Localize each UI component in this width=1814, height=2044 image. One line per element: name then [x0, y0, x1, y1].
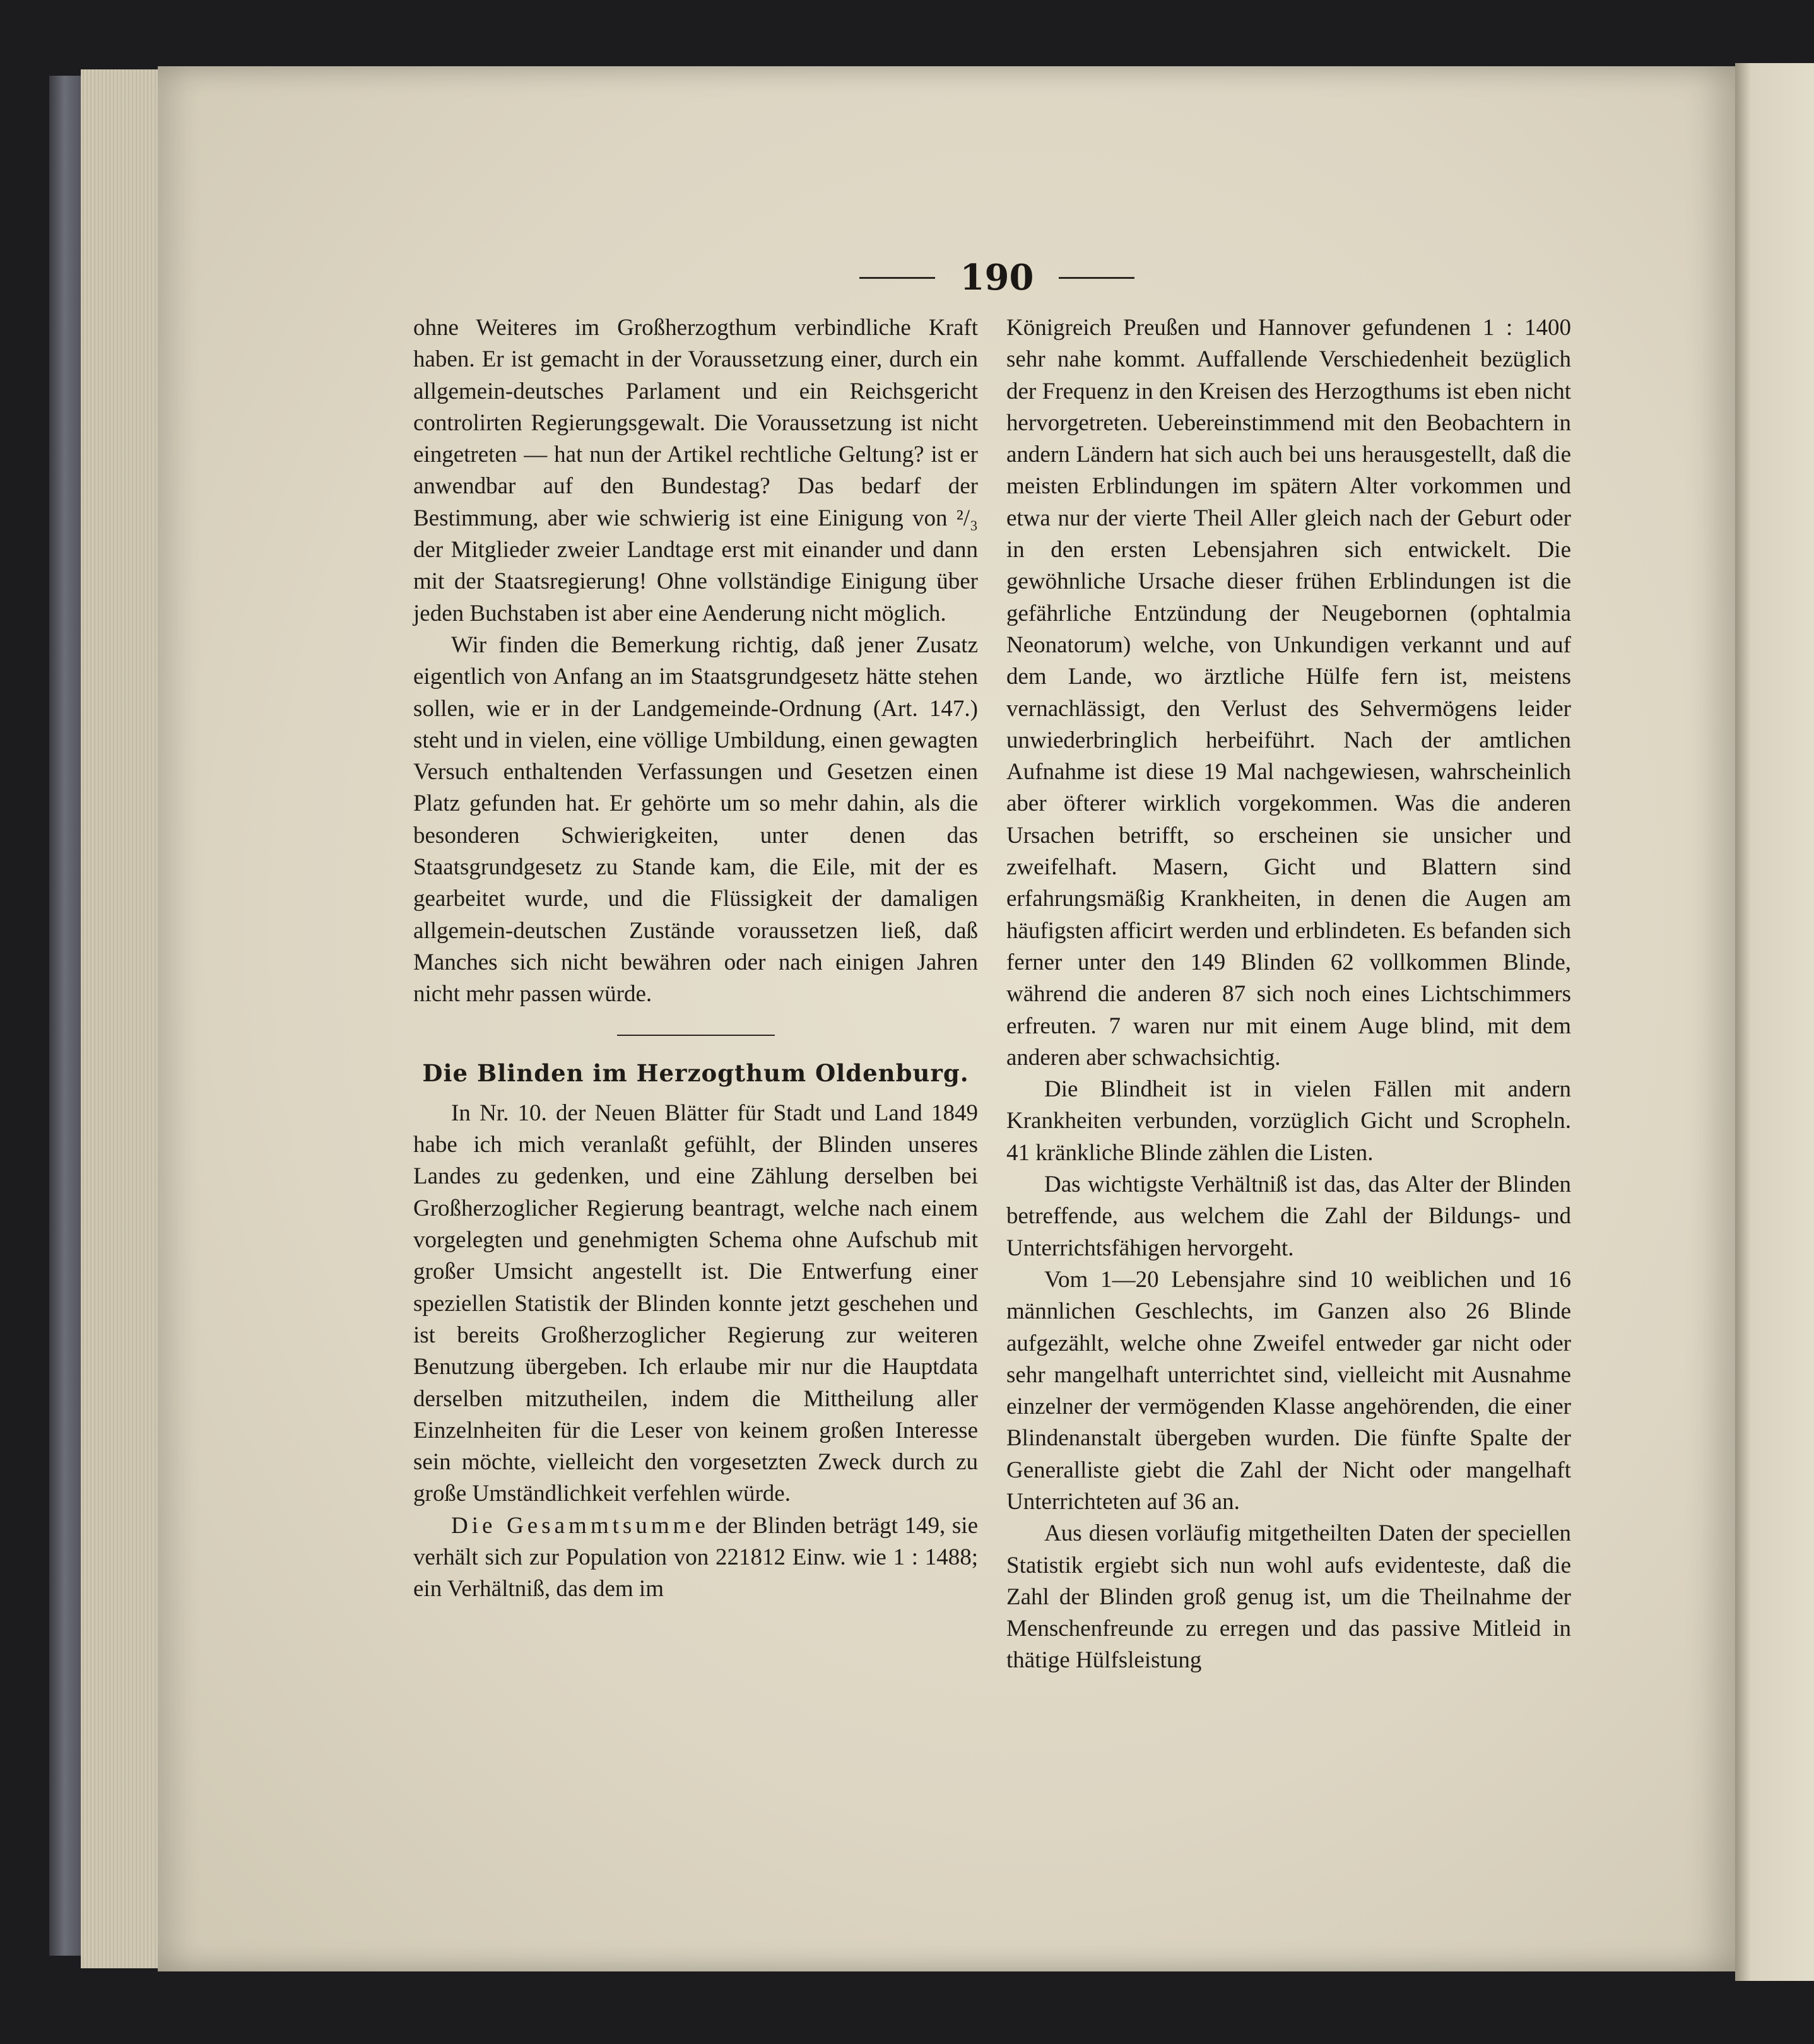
header-rule-left	[859, 277, 935, 279]
right-paragraph-2: Die Blindheit ist in vielen Fällen mit andern Krankheiten verbunden, vorzüglich Gicht und Scropheln. 41 kränkliche Blinde zählen die Listen.	[1006, 1076, 1571, 1166]
left-paragraph-1: ohne Weiteres im Großherzogthum verbindliche Kraft haben. Er ist gemacht in der Voraussetzung einer, durch ein allgemein-deutsches Parlament und ein Reichsgericht controlirten Regierungsgewalt. Die Voraussetzung ist nicht eingetreten — hat nun der Artikel rechtliche Geltung? ist er anwendbar auf den Bundestag? Das bedarf der Bestimmung, aber wie schwierig ist eine Einigung von ²/₃ der Mitglieder zweier Landtage erst mit einander und dann mit der Staatsregierung! Ohne vollständige Einigung über jeden Buchstaben ist aber eine Aenderung nicht möglich.	[413, 315, 978, 626]
left-paragraph-4-text: der Blinden beträgt 149, sie verhält sich zur Population von 221812 Einw. wie 1 : 1488; ein Verhältniß, das dem im	[413, 1512, 979, 1602]
spaced-emphasis: Die Gesammtsumme	[451, 1512, 709, 1539]
page-number: 190	[960, 257, 1034, 298]
header-rule-right	[1059, 277, 1134, 279]
left-paragraph-3: In Nr. 10. der Neuen Blätter für Stadt und Land 1849 habe ich mich veranlaßt gefühlt, der Blinden unseres Landes zu gedenken, und eine Zählung derselben bei Großherzoglicher Regierung beantragt, welche nach einem vorgelegten und genehmigten Schema ohne Aufschub mit großer Umsicht angestellt ist. Die Entwerfung einer speziellen Statistik der Blinden konnte jetzt geschehen und ist bereits Großherzoglicher Regierung zur weiteren Benutzung übergeben. Ich erlaube mir nur die Hauptdata derselben mitzutheilen, indem die Mittheilung aller Einzelnheiten für die Leser von keinem großen Interesse sein möchte, vielleicht den vorgesetzten Zweck durch zu große Umständlichkeit verfehlen würde.	[413, 1100, 978, 1507]
right-paragraph-5: Aus diesen vorläufig mitgetheilten Daten der speciellen Statistik ergiebt sich nun wohl aufs evidenteste, daß die Zahl der Blinden groß genug ist, um die Theilnahme der Menschenfreunde zu erregen und das passive Mitleid in thätige Hülfsleistung	[1006, 1520, 1571, 1674]
right-column	[1006, 312, 1571, 1677]
section-divider	[617, 1035, 775, 1036]
right-paragraph-3: Das wichtigste Verhältniß ist das, das Alter der Blinden betreffende, aus welchem die Zahl der Bildungs- und Unterrichtsfähigen hervorgeht.	[1006, 1172, 1571, 1261]
left-paragraph-4	[413, 1510, 978, 1606]
right-paragraph-4: Vom 1—20 Lebensjahre sind 10 weiblichen und 16 männlichen Geschlechts, im Ganzen also 26 Blinde aufgezählt, welche ohne Zweifel entweder gar nicht oder sehr mangelhaft unterrichtet sind, vielleicht mit Ausnahme einzelner der vermögenden Klasse angehörenden, die einer Blindenanstalt übergeben wurden. Die fünfte Spalte der Generalliste giebt die Zahl der Nicht oder mangelhaft Unterrichteten auf 36 an.	[1006, 1266, 1571, 1515]
page-header	[820, 252, 1174, 303]
article-heading: Die Blinden im Herzogthum Oldenburg.	[422, 1059, 969, 1087]
left-paragraph-2: Wir finden die Bemerkung richtig, daß jener Zusatz eigentlich von Anfang an im Staatsgrundgesetz hätte stehen sollen, wie er in der Landgemeinde-Ordnung (Art. 147.) steht und in vielen, eine völlige Umbildung, einen gewagten Versuch enthaltenden Verfassungen und Gesetzen einen Platz gefunden hat. Er gehörte um so mehr dahin, als die besonderen Schwierigkeiten, unter denen das Staatsgrundgesetz zu Stande kam, die Eile, mit der es gearbeitet wurde, und die Flüssigkeit der damaligen allgemein-deutschen Zustände voraussetzen ließ, daß Manches sich nicht bewähren oder nach einigen Jahren nicht mehr passen würde.	[413, 631, 978, 1007]
left-column	[413, 312, 978, 1606]
facing-page-edge	[1735, 63, 1814, 1981]
right-paragraph-1: Königreich Preußen und Hannover gefundenen 1 : 1400 sehr nahe kommt. Auffallende Verschiedenheit bezüglich der Frequenz in den Kreisen des Herzogthums ist eben nicht hervorgetreten. Uebereinstimmend mit den Beobachtern in andern Ländern hat sich auch bei uns herausgestellt, daß die meisten Erblindungen im spätern Alter vorkommen und etwa nur der vierte Theil Aller gleich nach der Geburt oder in den ersten Lebensjahren sich entwickelt. Die gewöhnliche Ursache dieser frühen Erblindungen ist die gefährliche Entzündung der Neugebornen (ophtalmia Neonatorum) welche, von Unkundigen verkannt und auf dem Lande, wo ärztliche Hülfe fern ist, meistens vernachlässigt, den Verlust des Sehvermögens leider unwiederbringlich herbeiführt. Nach der amtlichen Aufnahme ist diese 19 Mal nachgewiesen, wahrscheinlich aber öfterer wirklich vorgekommen. Was die anderen Ursachen betrifft, so erscheinen sie unsicher und zweifelhaft. Masern, Gicht und Blattern sind erfahrungsmäßig Krankheiten, in denen die Augen am häufigsten afficirt werden und erblindeten. Es befanden sich ferner unter den 149 Blinden 62 vollkommen Blinde, während die anderen 87 sich noch eines Lichtschimmers erfreuten. 7 waren nur mit einem Auge blind, mit dem anderen aber schwachsichtig.	[1006, 315, 1571, 1071]
